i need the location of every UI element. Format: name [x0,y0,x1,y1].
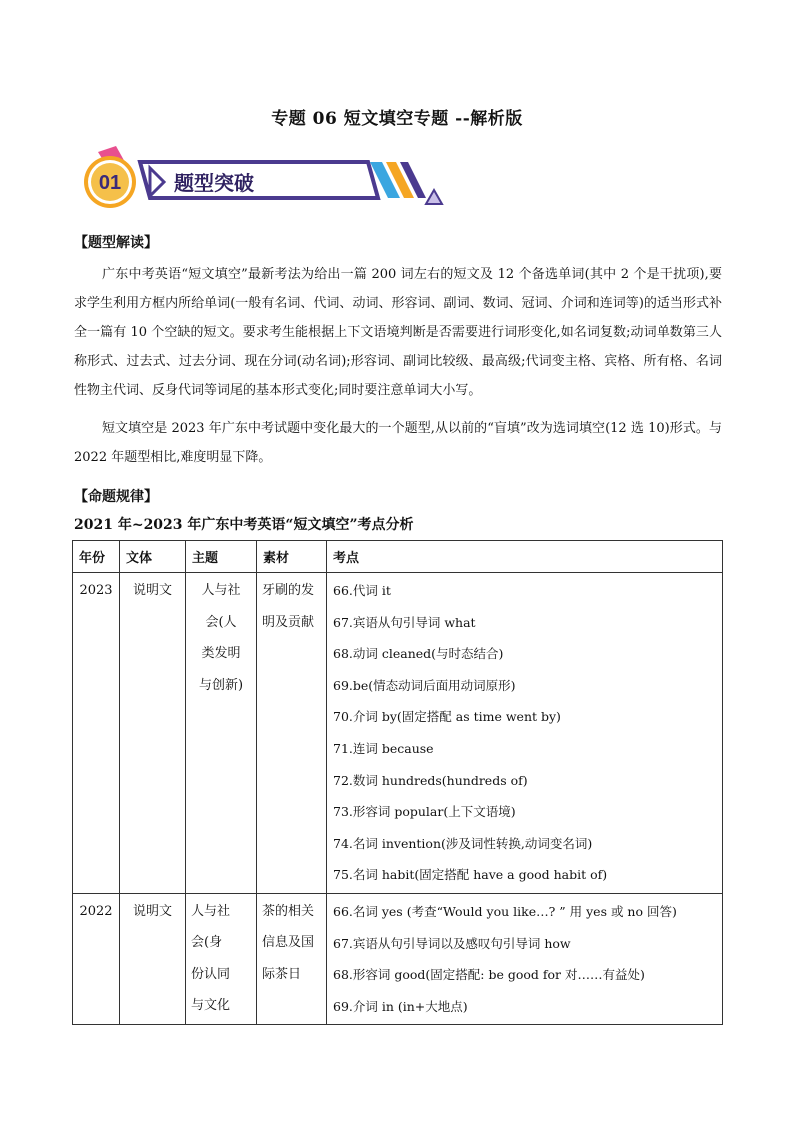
genre-cell: 说明文 [120,893,186,1024]
intro-heading: 【题型解读】 [74,235,158,251]
column-header: 文体 [120,541,186,573]
rules-heading: 【命题规律】 [74,489,158,505]
material-cell: 茶的相关 信息及国 际茶日 [257,893,327,1024]
intro-paragraph-1: 广东中考英语“短文填空”最新考法为给出一篇 200 词左右的短文及 12 个备选单词(其中 2 个是干扰项),要求学生利用方框内所给单词(一般有名词、代词、动词、形容词、副词、数词、冠词、介词和连词等)的适当形式补全一篇有 10 个空缺的短文。要求考生能根据上下文语境判断是否需要进行词形变化,如名词复数;动词单数第三人称形式、过去式、过去分词、现在分词(动名词);形容词、副词比较级、最高级;代词变主格、宾格、所有格、名词性物主代词、反身代词等词尾的基本形式变化;同时要注意单词大小写。 [74,267,722,398]
point-item: 75.名词 habit(固定搭配 have a good habit of) [333,867,608,883]
column-header: 素材 [257,541,327,573]
intro-paragraph-2: 短文填空是 2023 年广东中考试题中变化最大的一个题型,从以前的“盲填”改为选词填空(12 选 10)形式。与 2022 年题型相比,难度明显下降。 [74,421,722,465]
point-item: 67.宾语从句引导词 what [333,614,476,630]
banner-graphic [78,146,450,212]
point-item: 69.be(情态动词后面用动词原形) [333,677,516,693]
column-header: 主题 [186,541,257,573]
point-item: 70.介词 by(固定搭配 as time went by) [333,709,561,725]
point-item: 66.名词 yes (考查“Would you like…? ” 用 yes 或 no 回答) [333,903,677,919]
point-item: 68.形容词 good(固定搭配: be good for 对……有益处) [333,967,645,983]
banner-triangle-icon [426,190,442,204]
points-cell [327,573,723,894]
point-item: 72.数词 hundreds(hundreds of) [333,772,528,788]
points-cell [327,893,723,1024]
table-row [73,573,723,894]
table-row [73,893,723,1024]
banner-label: 题型突破 [174,171,254,195]
table-header-row [73,541,723,573]
banner-number: 01 [98,172,122,194]
document-title: 专题 06 短文填空专题 --解析版 [271,109,523,129]
theme-cell: 人与社 会(人 类发明 与创新) [186,573,257,894]
column-header: 年份 [73,541,120,573]
theme-cell: 人与社 会(身 份认同 与文化 [186,893,257,1024]
year-cell: 2023 [73,573,120,894]
analysis-table [72,540,723,1025]
point-item: 66.代词 it [333,583,391,598]
point-item: 71.连词 because [333,740,434,756]
point-item: 74.名词 invention(涉及词性转换,动词变名词) [333,835,593,851]
table-caption: 2021 年~2023 年广东中考英语“短文填空”考点分析 [74,517,414,533]
point-item: 68.动词 cleaned(与时态结合) [333,646,504,662]
point-item: 73.形容词 popular(上下文语境) [333,804,516,820]
section-banner [78,146,450,212]
material-cell: 牙刷的发 明及贡献 [257,573,327,894]
genre-cell: 说明文 [120,573,186,894]
point-item: 69.介词 in (in+大地点) [333,998,468,1014]
point-item: 67.宾语从句引导词以及感叹句引导词 how [333,935,571,951]
year-cell: 2022 [73,893,120,1024]
column-header: 考点 [327,541,723,573]
